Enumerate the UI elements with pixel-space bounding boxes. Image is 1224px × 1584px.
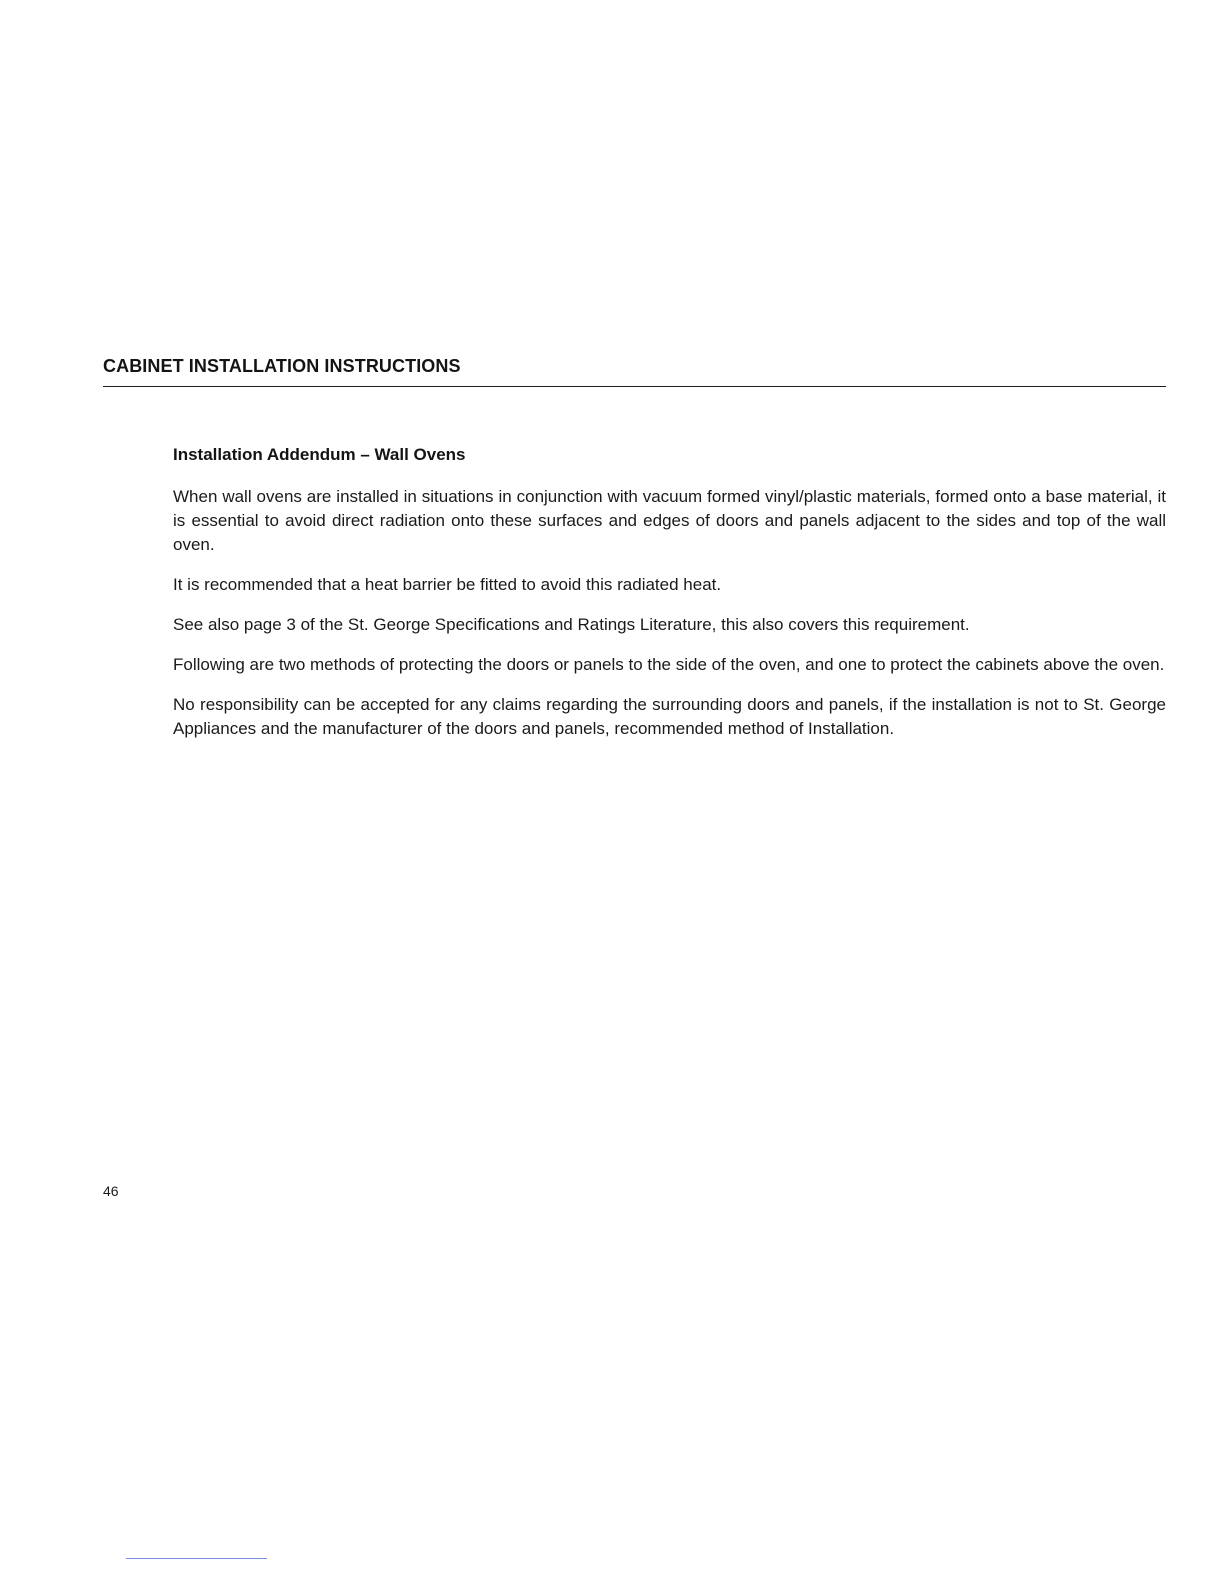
paragraph-methods: Following are two methods of protecting the doors or panels to the side of the oven, and one to protect the cabinets above the oven. xyxy=(173,655,1165,674)
paragraph-disclaimer: No responsibility can be accepted for any claims regarding the surrounding doors and panels, if the installation is not to St. George Appliances and the manufacturer of the doors and panels, recommended method of Installation. xyxy=(173,695,1166,738)
footer-line xyxy=(126,1558,267,1559)
document-body xyxy=(173,443,1166,757)
subheading: Installation Addendum – Wall Ovens xyxy=(173,445,466,464)
paragraph-intro: When wall ovens are installed in situations in conjunction with vacuum formed vinyl/plastic materials, formed onto a base material, it is essential to avoid direct radiation onto these surfaces and edges of doors and panels adjacent to the sides and top of the wall oven. xyxy=(173,487,1166,554)
paragraph-see-also: See also page 3 of the St. George Specifications and Ratings Literature, this also covers this requirement. xyxy=(173,615,970,634)
paragraph-heat-barrier: It is recommended that a heat barrier be fitted to avoid this radiated heat. xyxy=(173,575,722,594)
header-divider xyxy=(103,386,1166,387)
page-number: 46 xyxy=(103,1183,119,1199)
section-title: CABINET INSTALLATION INSTRUCTIONS xyxy=(103,356,461,376)
